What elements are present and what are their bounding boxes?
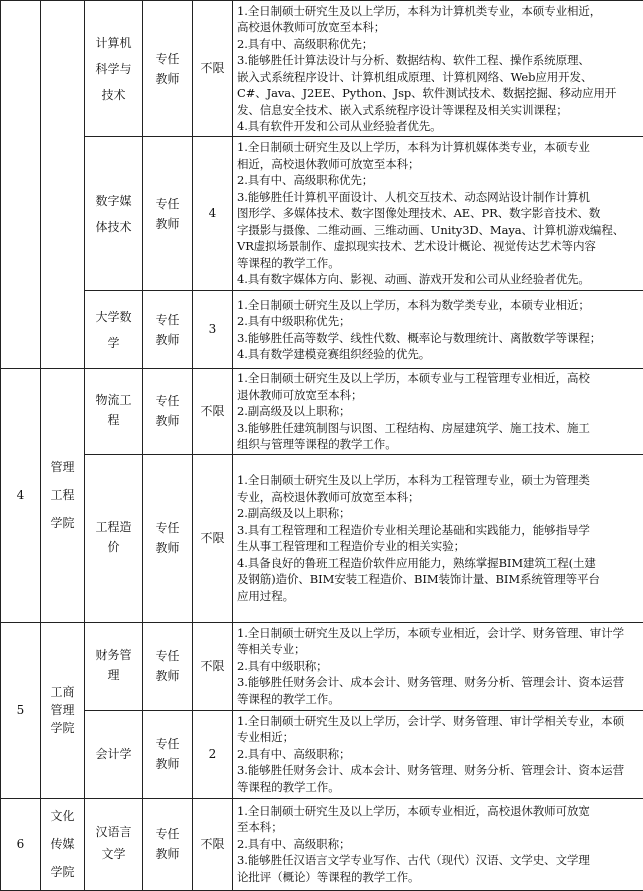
requirement-line: 3.能够胜任高等数学、线性代数、概率论与数理统计、离散数学等课程； (237, 330, 641, 347)
position-cell (143, 710, 193, 798)
requirement-line: 1.全日制硕士研究生及以上学历，本硕专业相近，会计学、财务管理、审计学 (237, 625, 641, 642)
requirement-line: 2.具有中级职称优先； (237, 313, 641, 330)
requirement-line: 3.具有工程管理和工程造价专业相关理论基础和实践能力，能够指导学 (237, 522, 641, 539)
table-row (1, 710, 643, 798)
position-text: 专任教师 (153, 49, 183, 89)
seq-number-cell: 5 (1, 622, 41, 798)
requirement-line: 3.能够胜任财务会计、成本会计、财务管理、财务分析、管理会计、资本运营 (237, 674, 641, 691)
position-text: 专任教师 (153, 518, 183, 558)
major-text: 计算机科学与技术 (94, 30, 134, 108)
requirement-line: 2.副高级及以上职称； (237, 403, 641, 420)
requirement-line: 退休教师可放宽至本科； (237, 387, 641, 404)
college-text: 管理工程学院 (49, 453, 77, 537)
seq-number-cell: 4 (1, 369, 41, 623)
position-cell (143, 454, 193, 622)
requirement-line: 3.能够胜任财务会计、成本会计、财务管理、财务分析、管理会计、资本运营 (237, 762, 641, 779)
requirement-line: VR虚拟场景制作、虚拟现实技术、艺术设计概论、视觉传达艺术等内容 (237, 238, 641, 255)
position-cell (143, 622, 193, 710)
major-cell (85, 454, 143, 622)
requirements-cell (233, 1, 643, 137)
major-cell (85, 798, 143, 890)
position-text: 专任教师 (153, 824, 183, 864)
major-cell (85, 369, 143, 455)
requirement-line: 3.能够胜任计算法设计与分析、数据结构、软件工程、操作系统原理、 (237, 52, 641, 69)
requirement-line: 嵌入式系统程序设计、计算机组成原理、计算机网络、Web应用开发、 (237, 69, 641, 86)
requirement-line: 1.全日制硕士研究生及以上学历，本科为计算机媒体类专业，本硕专业 (237, 139, 641, 156)
table-row (1, 291, 643, 369)
table-row (1, 137, 643, 291)
seq-cell-blank (1, 1, 41, 369)
requirements-cell (233, 710, 643, 798)
requirement-line: 图形学、多媒体技术、数字图像处理技术、AE、PR、数字影音技术、数 (237, 205, 641, 222)
requirement-line: 1.全日制硕士研究生及以上学历，本硕专业与工程管理专业相近，高校 (237, 370, 641, 387)
major-text: 物流工程 (94, 390, 134, 430)
count-cell: 不限 (193, 798, 233, 890)
requirement-line: 相近，高校退休教师可放宽至本科； (237, 156, 641, 173)
requirement-line: 2.具有中级职称； (237, 658, 641, 675)
major-cell (85, 710, 143, 798)
count-cell: 2 (193, 710, 233, 798)
major-text: 工程造价 (94, 517, 134, 557)
requirement-line: 3.能够胜任计算机平面设计、人机交互技术、动态网站设计制作计算机 (237, 189, 641, 206)
college-cell-blank (41, 1, 85, 369)
requirement-line: 专业，高校退休教师可放宽至本科； (237, 489, 641, 506)
major-cell (85, 1, 143, 137)
position-text: 专任教师 (153, 646, 183, 686)
requirement-line: 2.具有中、高级职称优先； (237, 36, 641, 53)
position-text: 专任教师 (153, 734, 183, 774)
requirement-line: 及钢筋)造价、BIM安装工程造价、BIM装饰计量、BIM系统管理等平台 (237, 571, 641, 588)
major-text: 大学数学 (94, 304, 134, 356)
requirement-line: 高校退休教师可放宽至本科； (237, 19, 641, 36)
major-text: 财务管理 (94, 645, 134, 685)
college-cell (41, 622, 85, 798)
count-cell: 不限 (193, 1, 233, 137)
position-text: 专任教师 (153, 310, 183, 350)
seq-number-cell: 6 (1, 798, 41, 890)
position-cell (143, 291, 193, 369)
count-cell: 3 (193, 291, 233, 369)
requirement-line: 1.全日制硕士研究生及以上学历，本科为工程管理专业，硕士为管理类 (237, 472, 641, 489)
requirement-line: 论批评（概论）等课程的教学工作。 (237, 869, 641, 886)
count-cell: 不限 (193, 622, 233, 710)
requirement-line: 等课程的教学工作。 (237, 691, 641, 708)
requirement-line: C#、Java、J2EE、Python、Jsp、软件测试技术、数据挖掘、移动应用开 (237, 85, 641, 102)
requirement-line: 1.全日制硕士研究生及以上学历，会计学、财务管理、审计学相关专业，本硕 (237, 713, 641, 730)
requirement-line: 1.全日制硕士研究生及以上学历，本科为数学类专业，本硕专业相近； (237, 297, 641, 314)
requirements-cell (233, 137, 643, 291)
requirement-line: 等相关专业； (237, 641, 641, 658)
major-text: 汉语言文学 (94, 821, 134, 865)
requirement-line: 4.具有数字媒体方向、影视、动画、游戏开发和公司从业经验者优先。 (237, 271, 641, 288)
count-cell: 不限 (193, 454, 233, 622)
major-cell (85, 291, 143, 369)
requirement-line: 4.具有软件开发和公司从业经验者优先。 (237, 118, 641, 135)
position-text: 专任教师 (153, 391, 183, 431)
major-cell (85, 622, 143, 710)
requirement-line: 等课程的教学工作。 (237, 779, 641, 796)
table-row (1, 454, 643, 622)
requirements-cell (233, 291, 643, 369)
requirements-cell (233, 798, 643, 890)
requirement-line: 字摄影与摄像、二维动画、三维动画、Unity3D、Maya、计算机游戏编程、 (237, 222, 641, 239)
requirements-cell (233, 622, 643, 710)
requirement-line: 1.全日制硕士研究生及以上学历，本硕专业相近，高校退休教师可放宽 (237, 803, 641, 820)
requirement-line: 2.具有中、高级职称； (237, 836, 641, 853)
requirement-line: 2.副高级及以上职称； (237, 505, 641, 522)
table-row (1, 798, 643, 890)
college-cell (41, 798, 85, 890)
major-text: 数字媒体技术 (94, 188, 134, 240)
requirement-line: 2.具有中、高级职称； (237, 746, 641, 763)
count-cell: 不限 (193, 369, 233, 455)
requirements-cell (233, 454, 643, 622)
table-row (1, 622, 643, 710)
position-text: 专任教师 (153, 194, 183, 234)
requirement-line: 应用过程。 (237, 588, 641, 605)
college-text: 工商管理学院 (49, 683, 77, 737)
position-cell (143, 369, 193, 455)
college-cell (41, 369, 85, 623)
requirement-line: 组织与管理等课程的教学工作。 (237, 436, 641, 453)
requirement-line: 3.能够胜任建筑制图与识图、工程结构、房屋建筑学、施工技术、施工 (237, 420, 641, 437)
position-cell (143, 137, 193, 291)
requirement-line: 生从事工程管理和工程造价专业的相关实验； (237, 538, 641, 555)
requirement-line: 1.全日制硕士研究生及以上学历，本科为计算机类专业，本硕专业相近， (237, 3, 641, 20)
requirement-line: 发、信息安全技术、嵌入式系统程序设计等课程及相关实训课程； (237, 102, 641, 119)
requirement-line: 4.具有数学建模竞赛组织经验的优先。 (237, 346, 641, 363)
table-row (1, 1, 643, 137)
requirement-line: 3.能够胜任汉语言文学专业写作、古代（现代）汉语、文学史、文学理 (237, 852, 641, 869)
major-cell (85, 137, 143, 291)
position-cell (143, 1, 193, 137)
college-text: 文化传媒学院 (49, 802, 77, 886)
major-text: 会计学 (95, 747, 131, 761)
requirement-line: 专业相近； (237, 729, 641, 746)
requirement-line: 4.具备良好的鲁班工程造价软件应用能力，熟练掌握BIM建筑工程(土建 (237, 555, 641, 572)
table-row (1, 369, 643, 455)
position-cell (143, 798, 193, 890)
count-cell: 4 (193, 137, 233, 291)
requirement-line: 2.具有中、高级职称优先； (237, 172, 641, 189)
requirement-line: 等课程的教学工作。 (237, 255, 641, 272)
requirement-line: 至本科； (237, 819, 641, 836)
requirements-cell (233, 369, 643, 455)
